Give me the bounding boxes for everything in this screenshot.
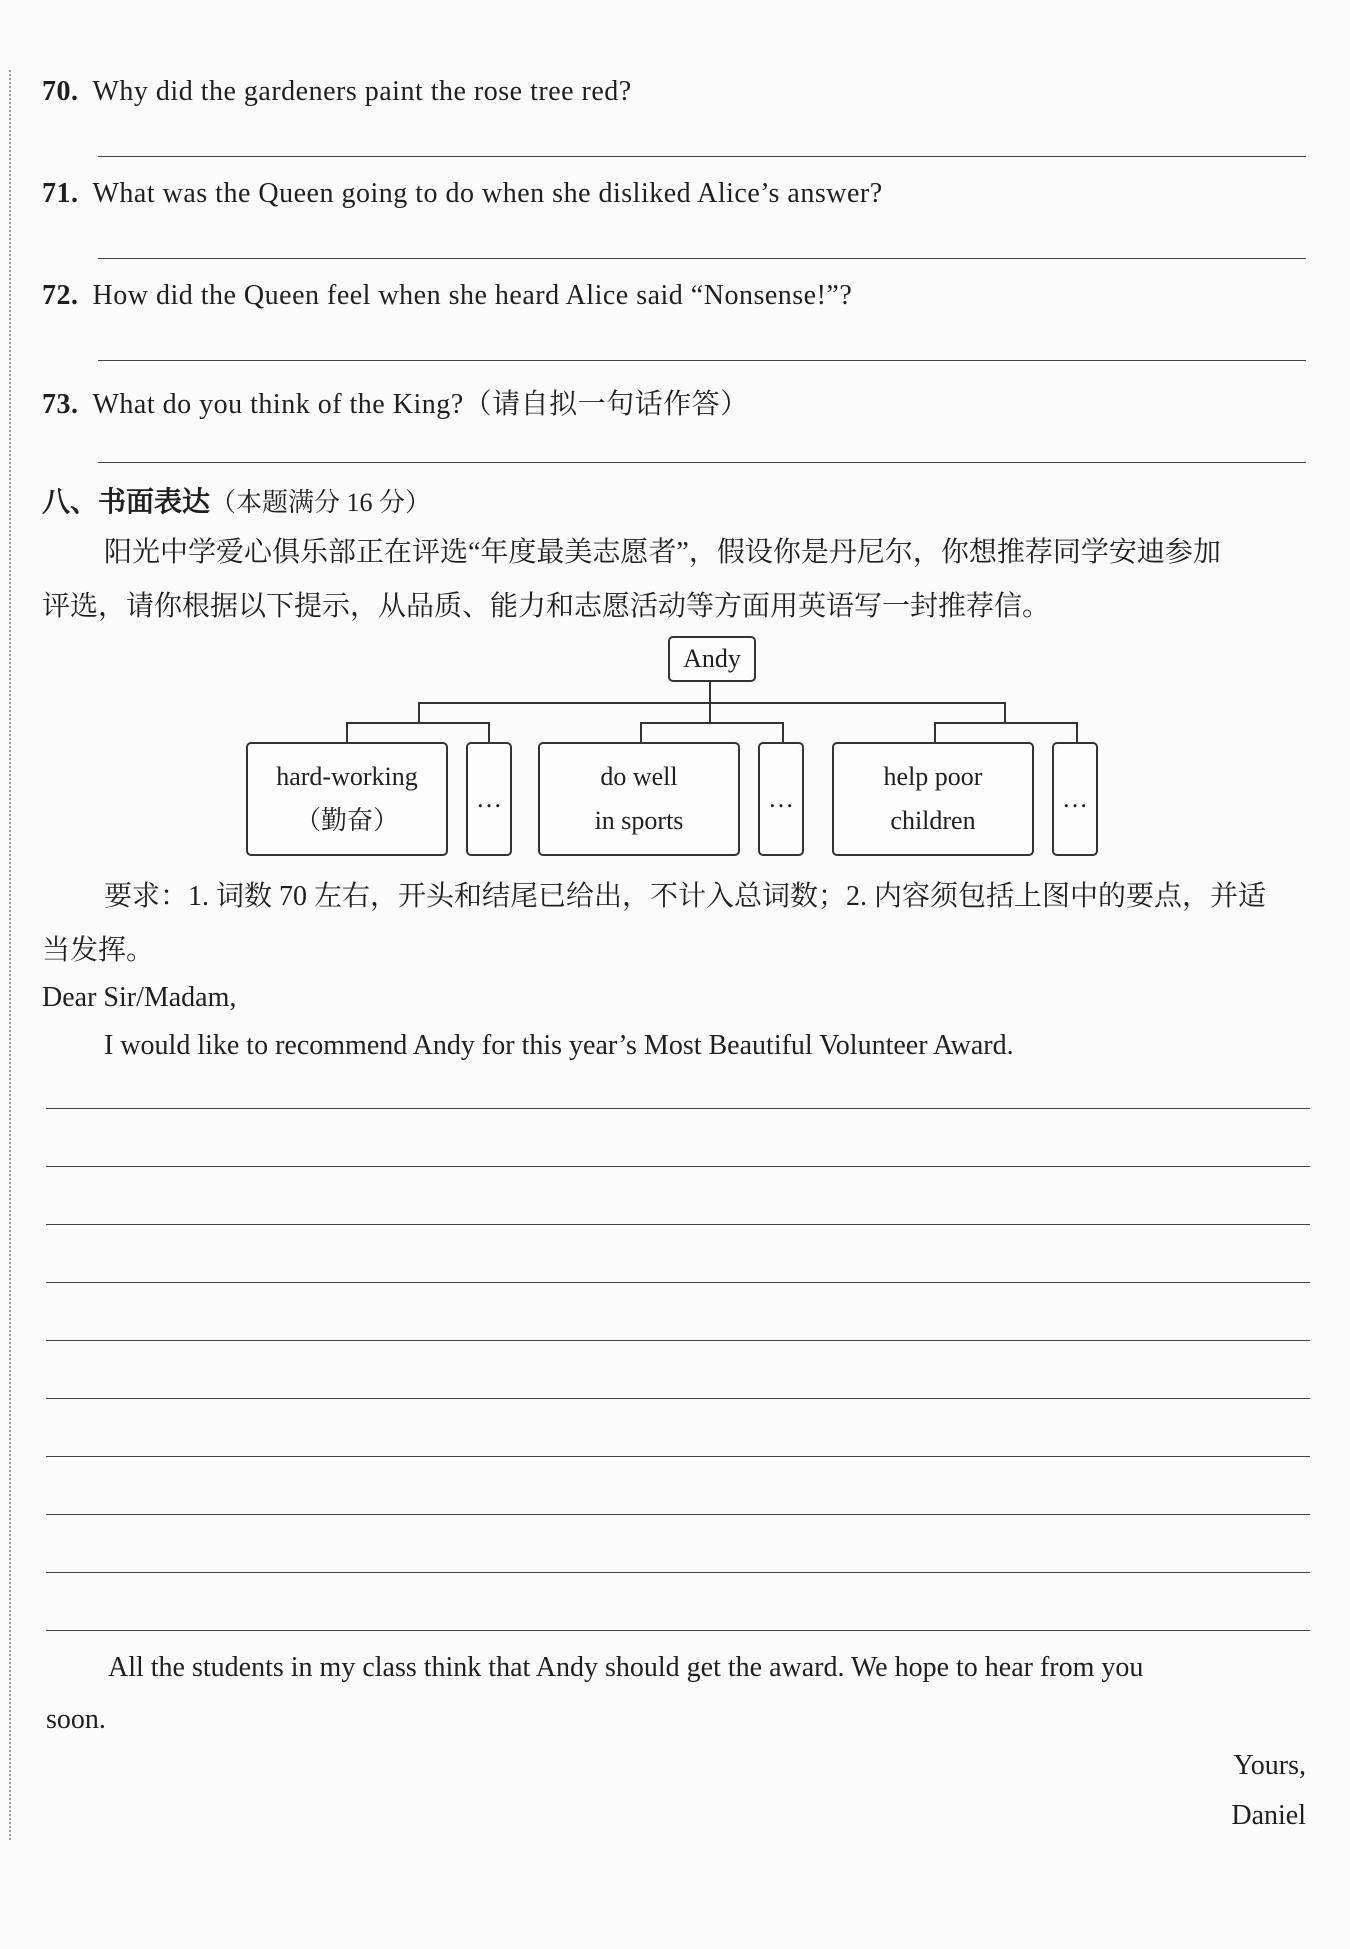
question-number: 70. <box>42 76 79 107</box>
letter-signature: Daniel <box>1231 1800 1306 1831</box>
connector <box>488 722 490 742</box>
diagram-box-hard-working <box>246 742 448 856</box>
ellipsis-label: … <box>476 783 502 813</box>
letter-closing-line-1: All the students in my class think that Andy should get the award. We hope to hear from you <box>108 1652 1144 1683</box>
letter-greeting: Dear Sir/Madam, <box>42 982 237 1013</box>
writing-line[interactable] <box>46 1108 1310 1109</box>
question-text: How did the Queen feel when she heard Alice said “Nonsense!”? <box>92 280 853 311</box>
writing-line[interactable] <box>46 1340 1310 1341</box>
diagram-box-line: （勤奋） <box>294 806 399 835</box>
binding-margin-dots <box>9 70 11 1840</box>
writing-line[interactable] <box>46 1224 1310 1225</box>
connector <box>782 722 784 742</box>
connector <box>346 722 490 724</box>
question-text: What do you think of the King?（请自拟一句话作答） <box>92 389 749 420</box>
diagram-root-label: Andy <box>683 643 741 673</box>
question-70 <box>42 76 632 108</box>
writing-line[interactable] <box>46 1398 1310 1399</box>
question-72 <box>42 280 852 312</box>
diagram-box-line: children <box>890 806 976 835</box>
writing-line[interactable] <box>46 1456 1310 1457</box>
diagram-box-help-poor-children <box>832 742 1034 856</box>
connector <box>934 722 1078 724</box>
writing-line[interactable] <box>46 1282 1310 1283</box>
question-71 <box>42 178 883 210</box>
diagram-box-line: do well <box>600 761 678 791</box>
diagram-box-more <box>758 742 804 856</box>
mind-map-diagram <box>240 636 1120 866</box>
ellipsis-label: … <box>1062 783 1088 813</box>
section-heading: 八、书面表达 <box>42 487 211 518</box>
answer-line-71[interactable] <box>98 258 1306 259</box>
diagram-box-line: help poor <box>883 761 983 791</box>
writing-line[interactable] <box>46 1166 1310 1167</box>
answer-line-70[interactable] <box>98 156 1306 157</box>
requirements-line-1: 要求：1. 词数 70 左右，开头和结尾已给出，不计入总词数；2. 内容须包括上图中的要点，并适 <box>104 881 1267 912</box>
connector <box>934 722 936 742</box>
question-text: Why did the gardeners paint the rose tree red? <box>92 76 632 107</box>
answer-line-72[interactable] <box>98 360 1306 361</box>
diagram-box-do-well-in-sports <box>538 742 740 856</box>
writing-line[interactable] <box>46 1572 1310 1573</box>
connector <box>640 722 642 742</box>
requirements-line-2: 当发挥。 <box>42 935 155 966</box>
connector <box>418 702 420 722</box>
diagram-box-more <box>466 742 512 856</box>
section-title <box>42 480 431 520</box>
answer-line-73[interactable] <box>98 462 1306 463</box>
diagram-box-more <box>1052 742 1098 856</box>
connector <box>418 702 1004 704</box>
question-text: What was the Queen going to do when she disliked Alice’s answer? <box>92 178 883 209</box>
connector <box>1004 702 1006 722</box>
connector <box>346 722 348 742</box>
writing-line[interactable] <box>46 1630 1310 1631</box>
section-score-note: （本题满分 16 分） <box>210 488 432 517</box>
diagram-root-box <box>668 636 756 682</box>
letter-closing-line-2: soon. <box>46 1704 106 1735</box>
diagram-box-line: hard-working <box>276 761 418 791</box>
ellipsis-label: … <box>768 783 794 813</box>
question-number: 71. <box>42 178 79 209</box>
intro-line-2: 评选，请你根据以下提示，从品质、能力和志愿活动等方面用英语写一封推荐信。 <box>42 591 1051 622</box>
letter-signoff: Yours, <box>1233 1750 1306 1781</box>
letter-opening: I would like to recommend Andy for this year’s Most Beautiful Volunteer Award. <box>104 1030 1014 1061</box>
question-73 <box>42 382 749 422</box>
diagram-box-line: in sports <box>594 806 684 835</box>
connector <box>1076 722 1078 742</box>
connector <box>709 680 711 722</box>
question-number: 73. <box>42 389 79 420</box>
intro-line-1: 阳光中学爱心俱乐部正在评选“年度最美志愿者”，假设你是丹尼尔，你想推荐同学安迪参加 <box>104 537 1221 568</box>
connector <box>640 722 784 724</box>
question-number: 72. <box>42 280 79 311</box>
writing-line[interactable] <box>46 1514 1310 1515</box>
